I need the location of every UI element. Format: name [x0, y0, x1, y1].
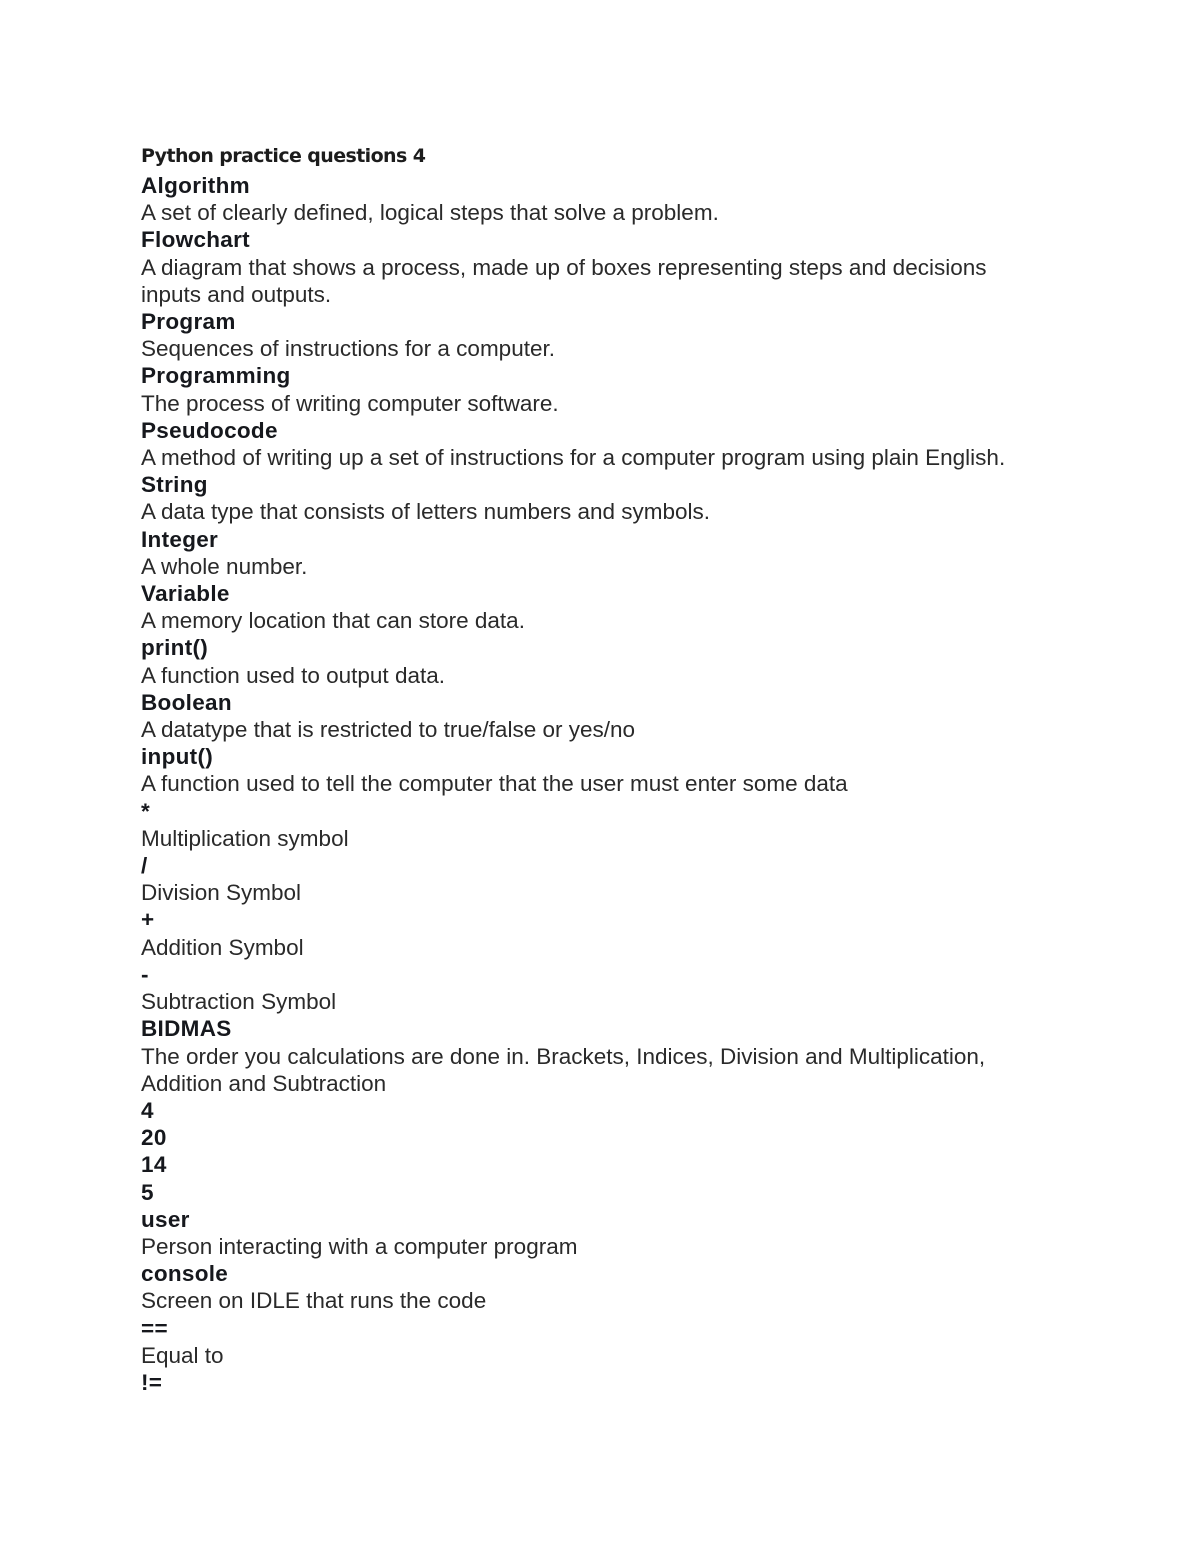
- glossary-term: !=: [141, 1369, 163, 1395]
- glossary-definition: Addition Symbol: [141, 934, 304, 960]
- glossary-definition: Sequences of instructions for a computer.: [141, 336, 555, 362]
- glossary-definition: Equal to: [141, 1342, 224, 1368]
- glossary-term: user: [141, 1206, 190, 1232]
- glossary-definition: Multiplication symbol: [141, 825, 349, 851]
- glossary-definition: A data type that consists of letters numbers and symbols.: [141, 499, 711, 525]
- glossary-definition: inputs and outputs.: [141, 281, 332, 307]
- glossary-term: -: [141, 961, 149, 987]
- glossary-term: 4: [141, 1097, 154, 1123]
- glossary-definition: Division Symbol: [141, 880, 302, 906]
- glossary-definition: Addition and Subtraction: [141, 1070, 387, 1096]
- glossary-definition: A memory location that can store data.: [141, 608, 525, 634]
- document-page: [141, 140, 1061, 1396]
- glossary-term: Integer: [141, 526, 219, 552]
- glossary-definition: Screen on IDLE that runs the code: [141, 1288, 487, 1314]
- glossary-term: Flowchart: [141, 227, 250, 253]
- document-title: Python practice questions 4: [141, 145, 426, 167]
- glossary-definition: Person interacting with a computer program: [141, 1233, 578, 1259]
- glossary-definition: A method of writing up a set of instructions for a computer program using plain English.: [141, 445, 1006, 471]
- glossary-term: +: [141, 907, 155, 933]
- glossary-term: input(): [141, 744, 214, 770]
- glossary-term: 20: [141, 1125, 167, 1151]
- glossary-term: 14: [141, 1152, 167, 1178]
- glossary-term: *: [141, 798, 151, 824]
- glossary-term: BIDMAS: [141, 1016, 232, 1042]
- glossary-term: Programming: [141, 363, 291, 389]
- glossary-term: String: [141, 472, 208, 498]
- glossary-definition: A whole number.: [141, 553, 308, 579]
- glossary-term: Pseudocode: [141, 417, 278, 443]
- glossary-term: Boolean: [141, 689, 232, 715]
- glossary-definition: A function used to output data.: [141, 662, 445, 688]
- glossary-term: 5: [141, 1179, 154, 1205]
- glossary-term: print(): [141, 635, 209, 661]
- glossary-term: Program: [141, 309, 236, 335]
- glossary-definition: The order you calculations are done in. Brackets, Indices, Division and Multiplication,: [141, 1043, 986, 1069]
- glossary-definition: The process of writing computer software.: [141, 390, 559, 416]
- glossary-definition: A set of clearly defined, logical steps that solve a problem.: [141, 200, 719, 226]
- glossary-definition: A function used to tell the computer that the user must enter some data: [141, 771, 848, 797]
- glossary-term: Algorithm: [141, 173, 250, 198]
- glossary-definition: A datatype that is restricted to true/false or yes/no: [141, 717, 636, 743]
- glossary-term: /: [141, 853, 148, 879]
- glossary-term: console: [141, 1261, 229, 1287]
- glossary-entries: [141, 172, 1061, 1396]
- glossary-definition: A diagram that shows a process, made up of boxes representing steps and decisions: [141, 254, 987, 280]
- glossary-term: Variable: [141, 581, 230, 607]
- glossary-definition: Subtraction Symbol: [141, 989, 337, 1015]
- glossary-term: ==: [141, 1315, 168, 1341]
